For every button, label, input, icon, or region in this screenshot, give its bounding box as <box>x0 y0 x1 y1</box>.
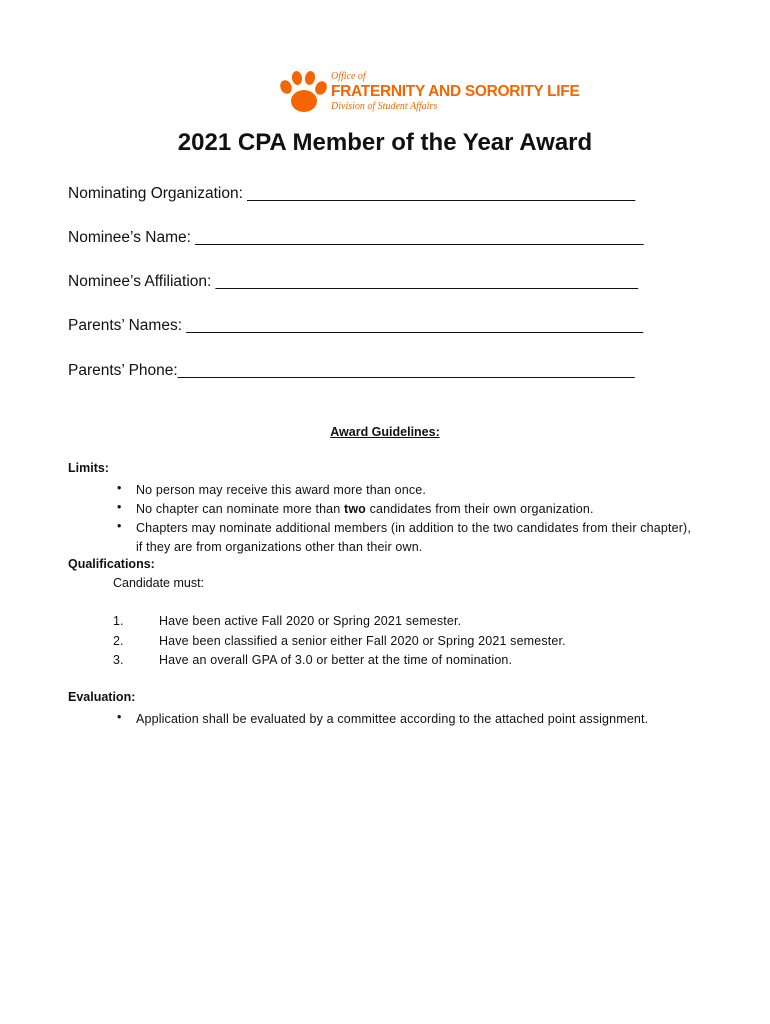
list-number: 3. <box>113 653 124 667</box>
award-guidelines-heading: Award Guidelines: <box>330 425 440 439</box>
limits-label: Limits: <box>68 461 109 475</box>
qualifications-intro: Candidate must: <box>113 576 205 590</box>
limits-item: No chapter can nominate more than two candidates from their own organization. <box>136 502 594 516</box>
bullet-icon: • <box>117 710 122 724</box>
evaluation-item: Application shall be evaluated by a committee according to the attached point assignment. <box>136 712 649 726</box>
qualification-item: Have been active Fall 2020 or Spring 2021 semester. <box>159 614 462 628</box>
tiger-paw-icon <box>278 70 328 116</box>
office-logo <box>278 70 580 118</box>
page-title: 2021 CPA Member of the Year Award <box>177 129 593 156</box>
parents-phone-field[interactable]: Parents’ Phone:_____________________________________________________ <box>68 362 635 379</box>
list-number: 2. <box>113 634 124 648</box>
logo-division-text: Division of Student Affairs <box>331 100 438 112</box>
bullet-icon: • <box>117 500 122 514</box>
limits-item: No person may receive this award more than once. <box>136 483 426 497</box>
qualification-item: Have been classified a senior either Fall 2020 or Spring 2021 semester. <box>159 634 566 648</box>
evaluation-label: Evaluation: <box>68 690 136 704</box>
bullet-icon: • <box>117 519 122 533</box>
parents-names-field[interactable]: Parents’ Names: _____________________________________________________ <box>68 317 644 334</box>
bullet-icon: • <box>117 481 122 495</box>
nominee-affiliation-field[interactable]: Nominee’s Affiliation: _________________________________________________ <box>68 273 639 290</box>
logo-main-text: FRATERNITY AND SORORITY LIFE <box>331 83 580 100</box>
qualification-item: Have an overall GPA of 3.0 or better at the time of nomination. <box>159 653 513 667</box>
limits-item: Chapters may nominate additional members (in addition to the two candidates from their chapter), if they are from organizations other than their own. <box>136 521 691 554</box>
nominee-name-field[interactable]: Nominee’s Name: ____________________________________________________ <box>68 229 644 246</box>
limits-item-bold: two <box>344 502 366 516</box>
logo-office-text: Office of <box>331 71 366 82</box>
list-number: 1. <box>113 614 124 628</box>
nominating-organization-field[interactable]: Nominating Organization: _____________________________________________ <box>68 185 636 202</box>
qualifications-label: Qualifications: <box>68 557 155 571</box>
